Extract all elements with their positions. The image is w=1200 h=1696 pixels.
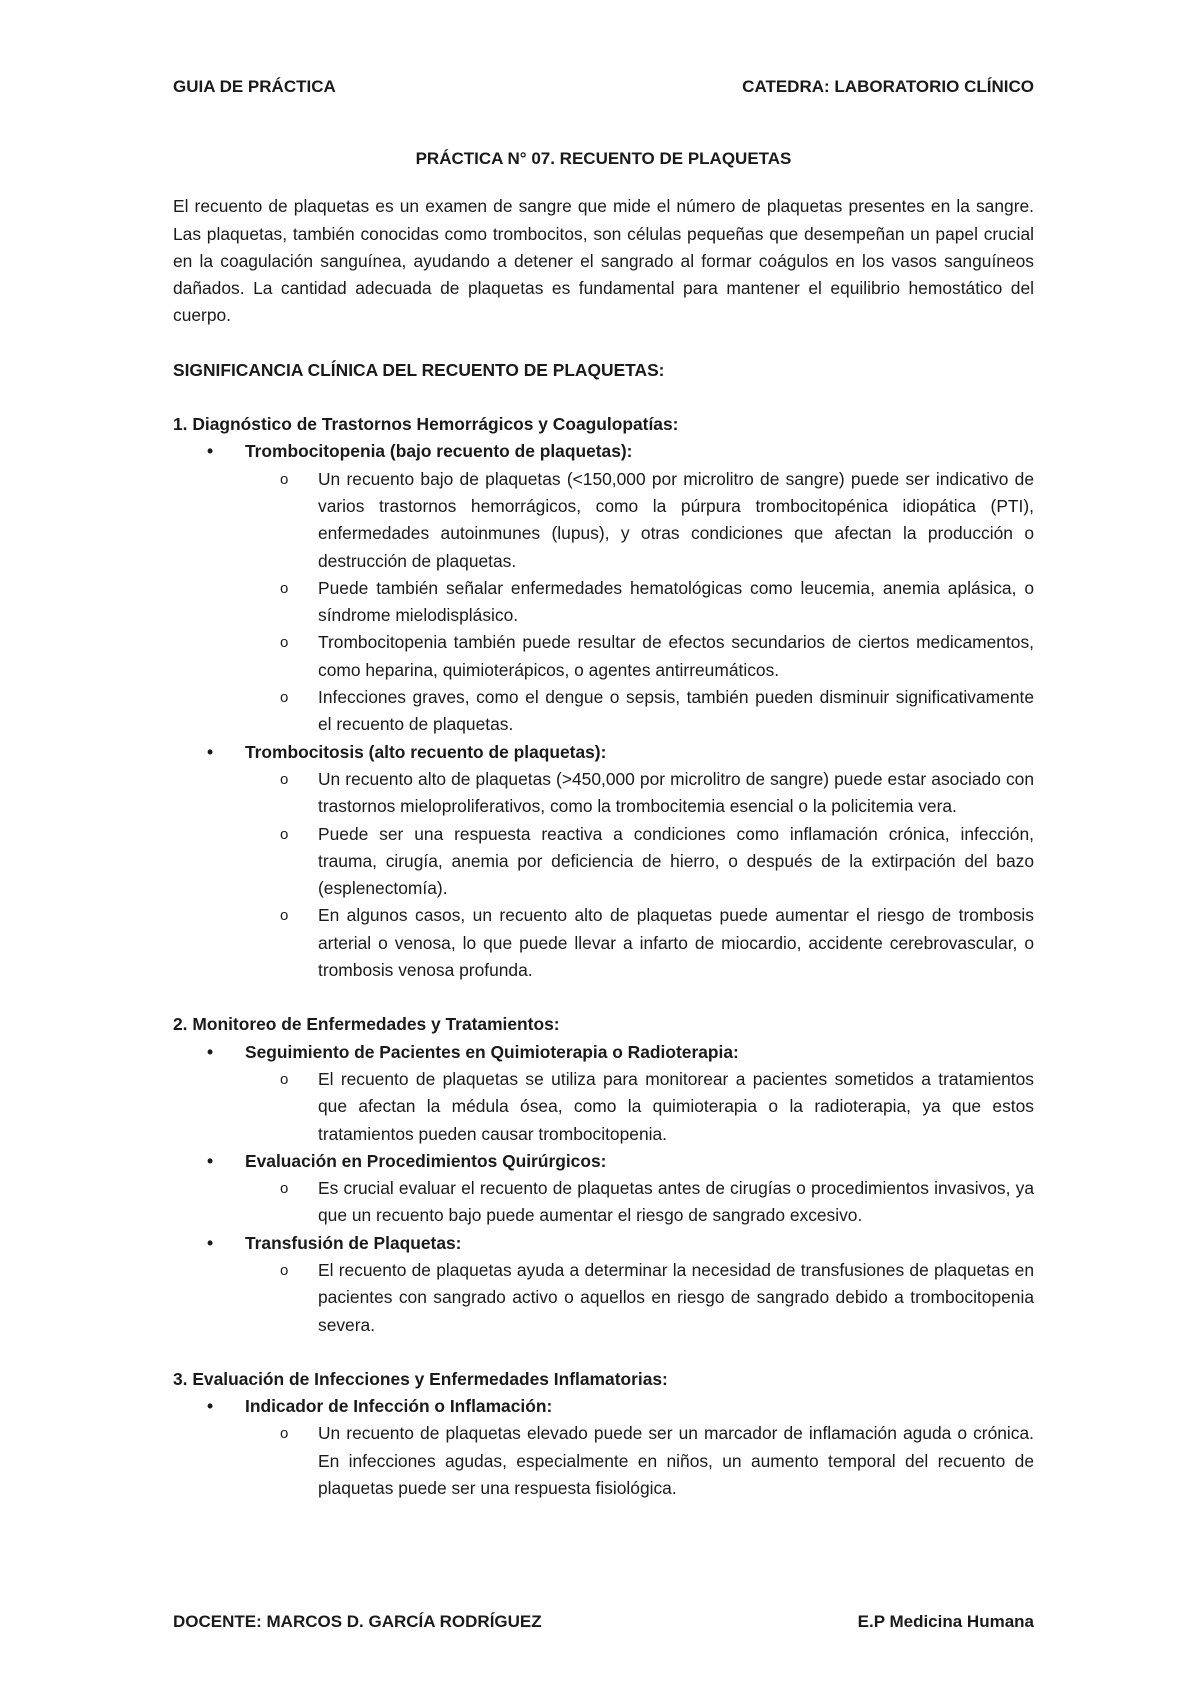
bullet-marker: • [207, 1150, 214, 1171]
bullet-marker: • [207, 1396, 214, 1417]
point-item [173, 629, 1034, 684]
point-item [173, 902, 1034, 984]
point-text: El recuento de plaquetas se utiliza para monitorear a pacientes sometidos a tratamientos que afectan la médula ósea, como la quimioterapia o la radioterapia, ya que estos tratamientos pueden causar trombocitopenia. [318, 1068, 1034, 1144]
bullet-label: Trombocitopenia (bajo recuento de plaquetas): [245, 441, 633, 462]
bullet-marker: • [207, 741, 214, 762]
bullet-label: Evaluación en Procedimientos Quirúrgicos: [245, 1150, 607, 1171]
bullet-item [173, 1148, 1034, 1230]
bullet-label: Seguimiento de Pacientes en Quimioterapia o Radioterapia: [245, 1041, 739, 1062]
point-item [173, 1420, 1034, 1502]
point-item [173, 466, 1034, 575]
page-footer [173, 1612, 1034, 1632]
subsection [173, 1011, 1034, 1339]
point-item [173, 1066, 1034, 1148]
point-marker: o [280, 1425, 289, 1443]
point-text: Puede también señalar enfermedades hematológicas como leucemia, anemia aplásica, o síndrome mielodisplásico. [318, 577, 1034, 626]
bullet-marker: • [207, 1232, 214, 1253]
practice-title: PRÁCTICA N° 07. RECUENTO DE PLAQUETAS [415, 149, 792, 168]
bullet-list [173, 1393, 1034, 1502]
intro-paragraph: El recuento de plaquetas es un examen de sangre que mide el número de plaquetas presentes en la sangre. Las plaquetas, también conocidas como trombocitos, son células pequeñas que desempeñan un papel crucial en la coagulación sanguínea, ayudando a detener el sangrado al formar coágulos en los vasos sanguíneos dañados. La cantidad adecuada de plaquetas es fundamental para mantener el equilibrio hemostático del cuerpo. [173, 196, 1034, 326]
point-list [245, 1066, 1034, 1148]
bullet-item [173, 438, 1034, 738]
point-list [245, 1257, 1034, 1339]
bullet-label: Indicador de Infección o Inflamación: [245, 1396, 553, 1417]
point-marker: o [280, 470, 289, 488]
bullet-list [173, 1039, 1034, 1339]
header-guide-label: GUIA DE PRÁCTICA [173, 77, 336, 96]
bullet-item [173, 1039, 1034, 1148]
point-list [245, 1175, 1034, 1230]
point-text: Infecciones graves, como el dengue o sepsis, también pueden disminuir significativamente el recuento de plaquetas. [318, 687, 1034, 735]
point-item [173, 575, 1034, 630]
point-text: Es crucial evaluar el recuento de plaquetas antes de cirugías o procedimientos invasivos, ya que un recuento bajo puede aumentar el riesgo de sangrado excesivo. [318, 1178, 1034, 1226]
document-body [173, 145, 1034, 1502]
bullet-marker: • [207, 1041, 214, 1062]
subsection-heading: 2. Monitoreo de Enfermedades y Tratamientos: [173, 1014, 560, 1035]
point-item [173, 821, 1034, 903]
point-item [173, 1257, 1034, 1339]
point-item [173, 1175, 1034, 1230]
subsection [173, 1366, 1034, 1502]
point-text: Trombocitopenia también puede resultar de efectos secundarios de ciertos medicamentos, como heparina, quimioterápicos, o agentes antirreumáticos. [318, 632, 1034, 680]
bullet-item [173, 739, 1034, 985]
bullet-label: Transfusión de Plaquetas: [245, 1232, 462, 1253]
footer-teacher-label: DOCENTE: MARCOS D. GARCÍA RODRÍGUEZ [173, 1612, 542, 1631]
bullet-item [173, 1393, 1034, 1502]
point-marker: o [280, 1070, 289, 1088]
point-text: El recuento de plaquetas ayuda a determinar la necesidad de transfusiones de plaquetas en pacientes con sangrado activo o aquellos en riesgo de sangrado debido a trombocitopenia severa. [318, 1259, 1034, 1335]
bullet-list [173, 438, 1034, 984]
point-marker: o [280, 770, 289, 788]
subsection-heading: 3. Evaluación de Infecciones y Enfermedades Inflamatorias: [173, 1368, 668, 1389]
bullet-item [173, 1230, 1034, 1339]
page-header [173, 77, 1034, 97]
point-marker: o [280, 907, 289, 925]
subsections-container [173, 411, 1034, 1502]
subsection-heading: 1. Diagnóstico de Trastornos Hemorrágicos y Coagulopatías: [173, 414, 679, 435]
point-marker: o [280, 1261, 289, 1279]
point-text: En algunos casos, un recuento alto de plaquetas puede aumentar el riesgo de trombosis arterial o venosa, lo que puede llevar a infarto de miocardio, accidente cerebrovascular, o trombosis venosa profunda. [318, 905, 1034, 981]
point-marker: o [280, 689, 289, 707]
point-item [173, 684, 1034, 739]
point-marker: o [280, 634, 289, 652]
point-text: Un recuento alto de plaquetas (>450,000 por microlitro de sangre) puede estar asociado con trastornos mieloproliferativos, como la trombocitemia esencial o la policitemia vera. [318, 768, 1034, 817]
point-text: Un recuento bajo de plaquetas (<150,000 por microlitro de sangre) puede ser indicativo de varios trastornos hemorrágicos, como la púrpura trombocitopénica idiopática (PTI), enfermedades autoinmunes (lupus), y otras condiciones que afectan la producción o destrucción de plaquetas. [318, 468, 1034, 571]
point-text: Un recuento de plaquetas elevado puede ser un marcador de inflamación aguda o crónica. En infecciones agudas, especialmente en niños, un aumento temporal del recuento de plaquetas puede ser una respuesta fisiológica. [318, 1423, 1034, 1499]
subsection [173, 411, 1034, 984]
point-list [245, 1420, 1034, 1502]
bullet-label: Trombocitosis (alto recuento de plaquetas): [245, 741, 607, 762]
header-course-label: CATEDRA: LABORATORIO CLÍNICO [742, 77, 1034, 96]
section-heading: SIGNIFICANCIA CLÍNICA DEL RECUENTO DE PLAQUETAS: [173, 359, 665, 380]
bullet-marker: • [207, 441, 214, 462]
point-item [173, 766, 1034, 821]
point-marker: o [280, 1180, 289, 1198]
footer-school-label: E.P Medicina Humana [857, 1612, 1034, 1631]
point-marker: o [280, 579, 289, 597]
point-list [245, 466, 1034, 739]
point-marker: o [280, 825, 289, 843]
point-text: Puede ser una respuesta reactiva a condiciones como inflamación crónica, infección, trauma, cirugía, anemia por deficiencia de hierro, o después de la extirpación del bazo (esplenectomía). [318, 823, 1034, 899]
point-list [245, 766, 1034, 984]
